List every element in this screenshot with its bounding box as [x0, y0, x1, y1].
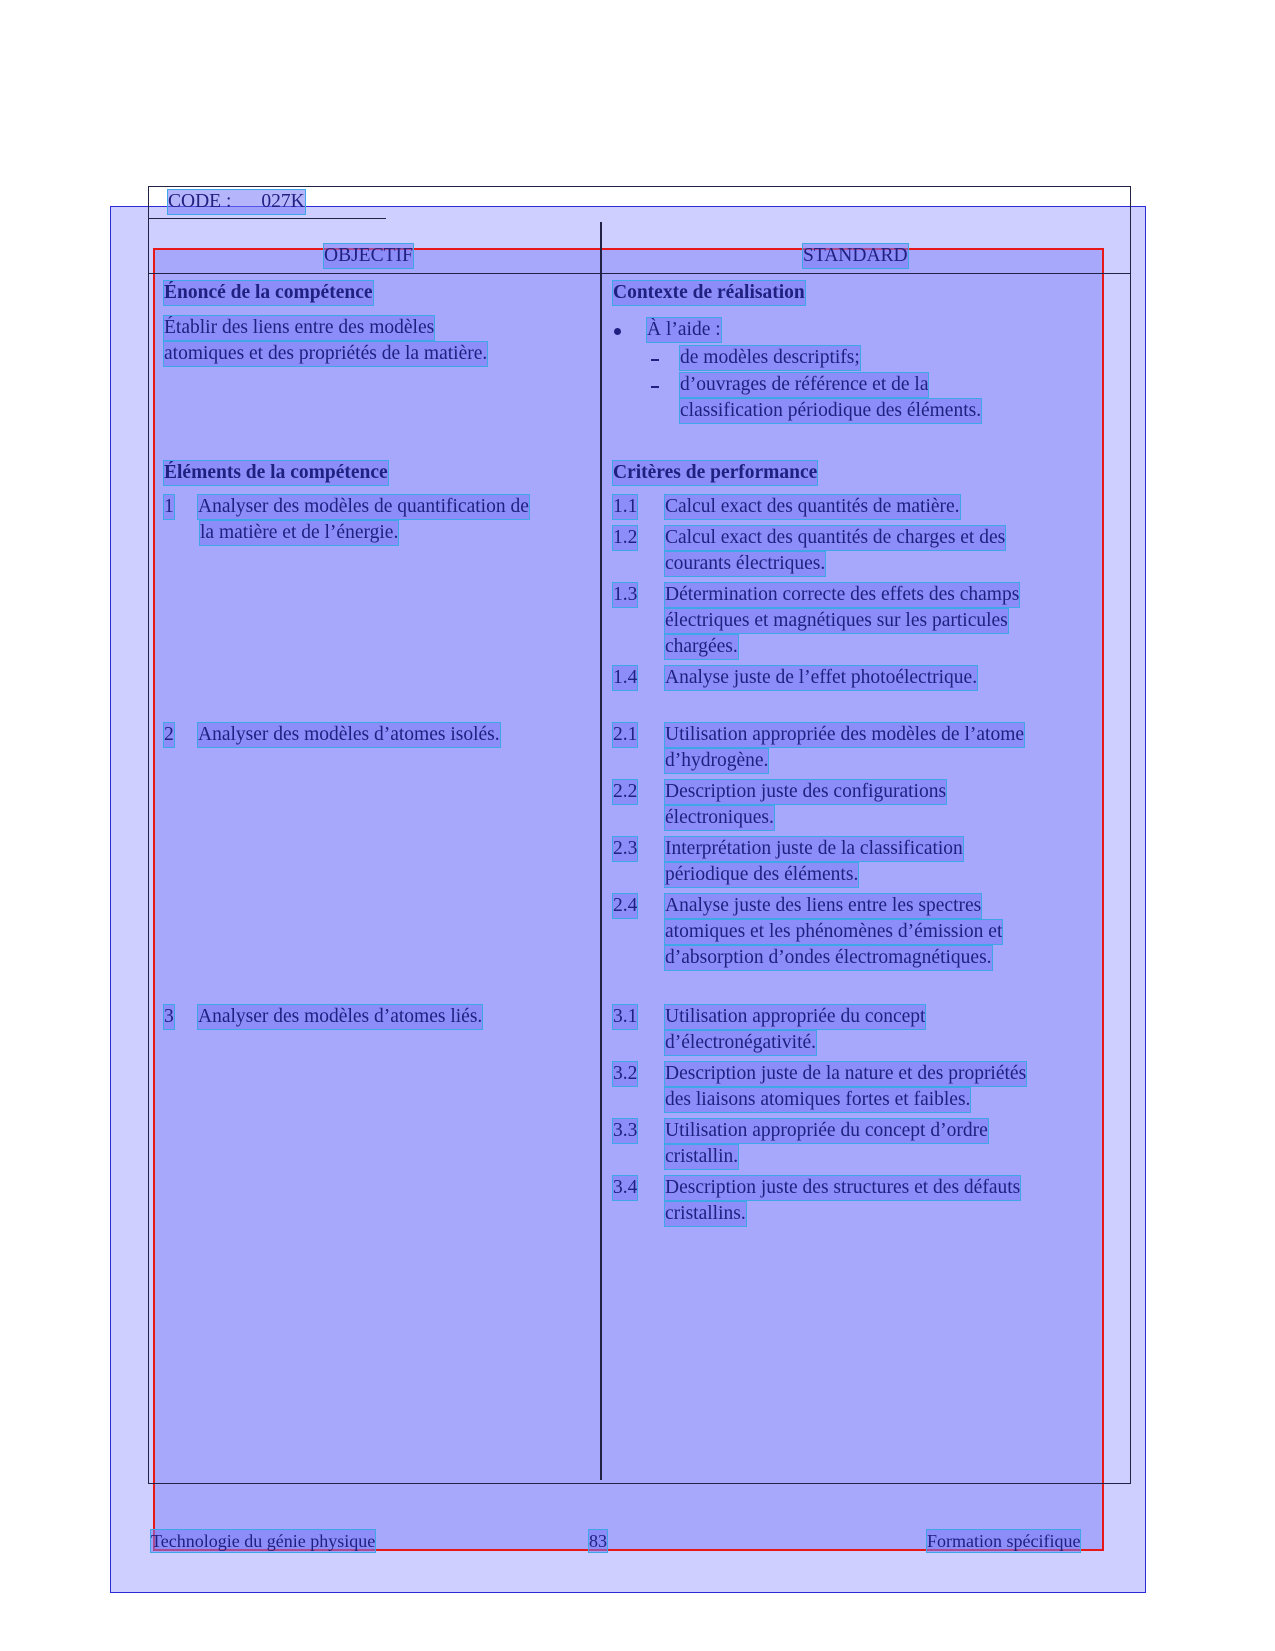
criterion-num: 2.2: [613, 781, 638, 802]
element-2-line-1: Analyser des modèles d’atomes isolés.: [198, 724, 500, 745]
dash-icon: [651, 386, 659, 388]
criterion-line: électriques et magnétiques sur les particules: [665, 610, 1008, 631]
footer-right: Formation spécifique: [927, 1531, 1081, 1551]
criterion-line: des liaisons atomiques fortes et faibles.: [665, 1089, 971, 1110]
elements-heading: Éléments de la compétence: [164, 462, 388, 483]
criterion-line: Interprétation juste de la classification: [665, 838, 963, 859]
context-item-1-line-1: de modèles descriptifs;: [680, 347, 860, 368]
code-value: 027K: [261, 191, 305, 212]
criterion-line: Analyse juste des liens entre les spectres: [665, 895, 982, 916]
criterion-num: 3.3: [613, 1120, 638, 1141]
criterion-line: périodique des éléments.: [665, 864, 859, 885]
dash-icon: [651, 359, 659, 361]
criterion-num: 3.1: [613, 1006, 638, 1027]
criterion-num: 2.1: [613, 724, 638, 745]
code-underline: [148, 218, 386, 219]
column-divider: [600, 222, 602, 1480]
header-objective: OBJECTIF: [324, 245, 413, 266]
context-item-2-line-1: d’ouvrages de référence et de la: [680, 374, 929, 395]
criterion-line: Analyse juste de l’effet photoélectrique.: [665, 667, 978, 688]
header-standard: STANDARD: [803, 245, 908, 266]
criterion-num: 2.4: [613, 895, 638, 916]
criterion-line: Utilisation appropriée du concept d’ordre: [665, 1120, 988, 1141]
criterion-line: Utilisation appropriée des modèles de l’atome: [665, 724, 1025, 745]
footer-left: Technologie du génie physique: [151, 1531, 376, 1551]
criterion-line: Utilisation appropriée du concept: [665, 1006, 926, 1027]
context-bullet-text: À l’aide :: [647, 319, 721, 340]
criterion-line: Calcul exact des quantités de charges et des: [665, 527, 1006, 548]
statement-line-1: Établir des liens entre des modèles: [164, 317, 435, 338]
criterion-line: Détermination correcte des effets des champs: [665, 584, 1020, 605]
element-1-line-1: Analyser des modèles de quantification de: [198, 496, 529, 517]
criterion-num: 1.2: [613, 527, 638, 548]
criterion-num: 1.3: [613, 584, 638, 605]
footer-page-number: 83: [589, 1531, 607, 1551]
context-item-2-line-2: classification périodique des éléments.: [680, 400, 982, 421]
criterion-line: Description juste des structures et des défauts: [665, 1177, 1021, 1198]
criterion-line: Calcul exact des quantités de matière.: [665, 496, 960, 517]
element-2-num: 2: [164, 724, 174, 745]
element-1-line-2: la matière et de l’énergie.: [200, 522, 399, 543]
criterion-line: d’hydrogène.: [665, 750, 769, 771]
criterion-num: 3.2: [613, 1063, 638, 1084]
statement-heading: Énoncé de la compétence: [164, 282, 373, 303]
element-3-line-1: Analyser des modèles d’atomes liés.: [198, 1006, 483, 1027]
criterion-line: d’électronégativité.: [665, 1032, 817, 1053]
code-line: [168, 190, 305, 214]
element-1-num: 1: [164, 496, 174, 517]
bullet-icon: [614, 328, 621, 335]
document-frame: [148, 186, 1131, 1484]
criterion-num: 1.1: [613, 496, 638, 517]
criterion-num: 2.3: [613, 838, 638, 859]
criterion-line: cristallins.: [665, 1203, 746, 1224]
criterion-line: courants électriques.: [665, 553, 826, 574]
criterion-line: Description juste des configurations: [665, 781, 947, 802]
criterion-line: cristallin.: [665, 1146, 739, 1167]
criterion-line: chargées.: [665, 636, 738, 657]
element-3-num: 3: [164, 1006, 174, 1027]
code-label: CODE :: [168, 191, 232, 212]
criterion-num: 1.4: [613, 667, 638, 688]
criterion-line: atomiques et les phénomènes d’émission et: [665, 921, 1003, 942]
criterion-line: Description juste de la nature et des propriétés: [665, 1063, 1027, 1084]
criterion-num: 3.4: [613, 1177, 638, 1198]
criterion-line: électroniques.: [665, 807, 774, 828]
statement-line-2: atomiques et des propriétés de la matière.: [164, 343, 488, 364]
criterion-line: d’absorption d’ondes électromagnétiques.: [665, 947, 992, 968]
header-rule: [148, 273, 1131, 274]
context-heading: Contexte de réalisation: [613, 282, 805, 303]
criteria-heading: Critères de performance: [613, 462, 818, 483]
